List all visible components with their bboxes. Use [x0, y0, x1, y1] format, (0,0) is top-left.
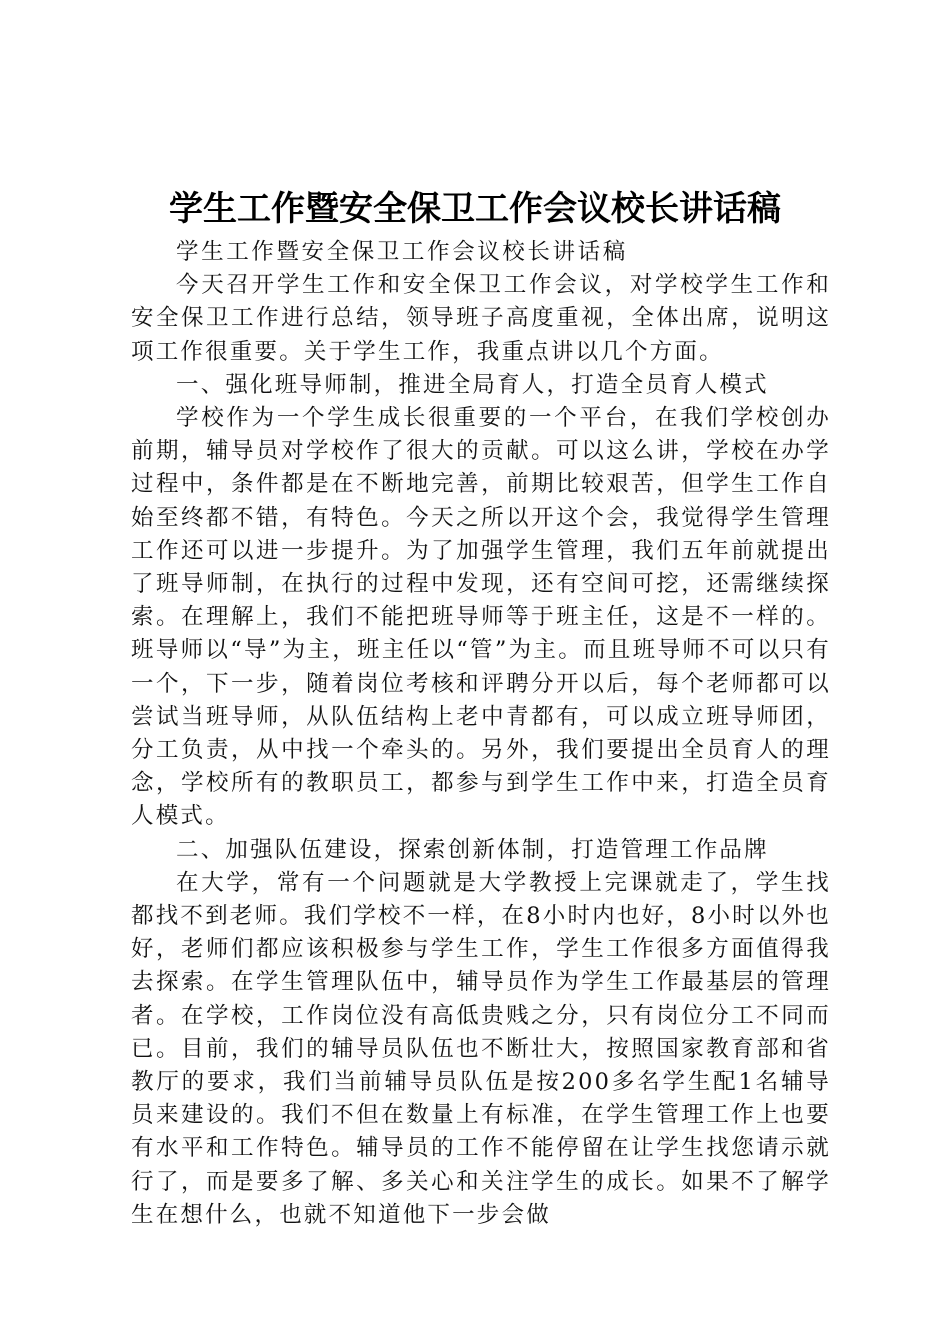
paragraph-section-2: 在大学，常有一个问题就是大学教授上完课就走了，学生找都找不到老师。我们学校不一样，在8小时内也好，8小时以外也好，老师们都应该积极参与学生工作，学生工作很多方面值得我去探索。在学生管理队伍中，辅导员作为学生工作最基层的管理者。在学校，工作岗位没有高低贵贱之分，只有岗位分工不同而已。目前，我们的辅导员队伍也不断壮大，按照国家教育部和省教厅的要求，我们当前辅导员队伍是按200多名学生配1名辅导员来建设的。我们不但在数量上有标准，在学生管理工作上也要有水平和工作特色。辅导员的工作不能停留在让学生找您请示就行了，而是要多了解、多关心和关注学生的成长。如果不了解学生在想什么，也就不知道他下一步会做: [131, 869, 831, 1228]
document-body: [131, 236, 831, 1232]
paragraph-section-1: 学校作为一个学生成长很重要的一个平台，在我们学校创办前期，辅导员对学校作了很大的贡献。可以这么讲，学校在办学过程中，条件都是在不断地完善，前期比较艰苦，但学生工作自始至终都不错，有特色。今天之所以开这个会，我觉得学生管理工作还可以进一步提升。为了加强学生管理，我们五年前就提出了班导师制，在执行的过程中发现，还有空间可挖，还需继续探索。在理解上，我们不能把班导师等于班主任，这是不一样的。班导师以“导”为主，班主任以“管”为主。而且班导师不可以只有一个，下一步，随着岗位考核和评聘分开以后，每个老师都可以尝试当班导师，从队伍结构上老中青都有，可以成立班导师团，分工负责，从中找一个牵头的。另外，我们要提出全员育人的理念，学校所有的教职员工，都参与到学生工作中来，打造全员育人模式。: [131, 405, 831, 830]
paragraph-intro: 今天召开学生工作和安全保卫工作会议，对学校学生工作和安全保卫工作进行总结，领导班子高度重视，全体出席，说明这项工作很重要。关于学生工作，我重点讲以几个方面。: [131, 272, 831, 365]
document-subtitle: 学生工作暨安全保卫工作会议校长讲话稿: [176, 239, 628, 265]
document-title: 学生工作暨安全保卫工作会议校长讲话稿: [169, 189, 781, 229]
section-heading-2: 二、加强队伍建设，探索创新体制，打造管理工作品牌: [176, 836, 769, 863]
section-heading-1: 一、强化班导师制，推进全局育人，打造全员育人模式: [176, 371, 769, 398]
